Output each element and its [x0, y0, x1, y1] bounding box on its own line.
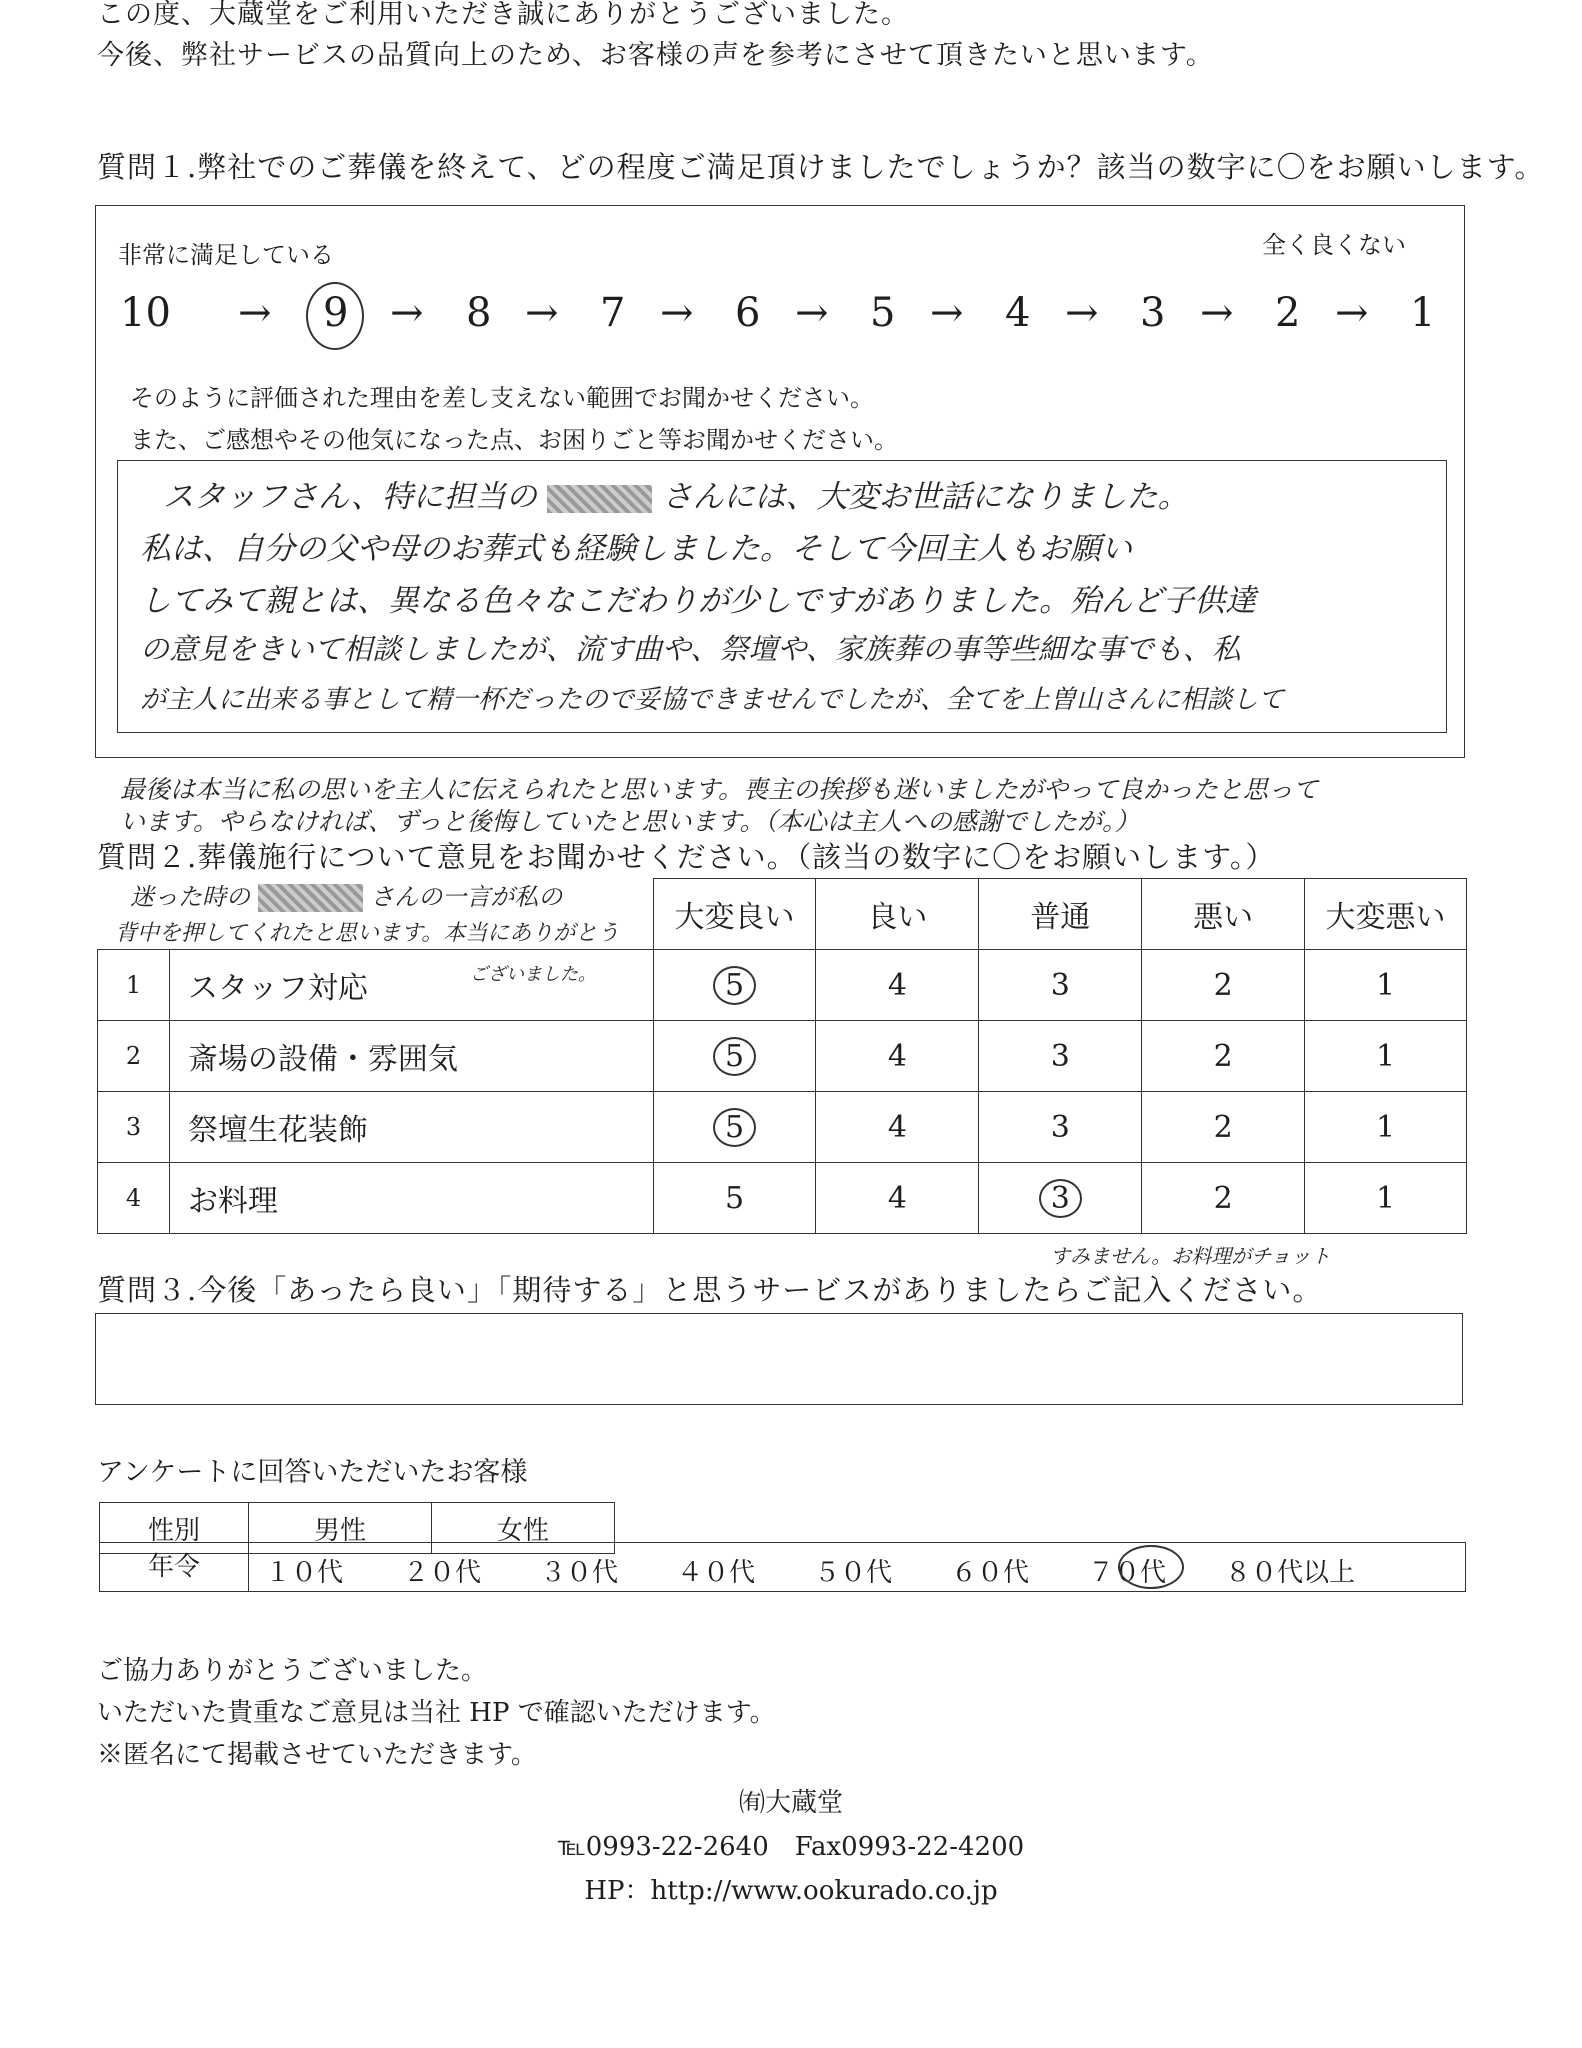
rating-option[interactable]: 1 — [1305, 1021, 1467, 1092]
age-option-selected[interactable]: ７０代 — [1088, 1558, 1167, 1588]
age-option[interactable]: ８０代以上 — [1225, 1558, 1356, 1588]
answer-line: が主人に出来る事として精一杯だったので妥協できませんでしたが、全てを上曽山さんに相談して — [140, 685, 1285, 715]
q2-handwritten-note-line-2: 背中を押してくれたと思います。本当にありがとう — [115, 921, 620, 946]
arrow-icon: → — [1065, 290, 1099, 336]
arrow-icon: → — [660, 290, 694, 336]
company-contact: ℡0993-22-2640 Fax0993-22-4200 — [557, 1832, 1025, 1862]
q1-scale-option[interactable]: 7 — [600, 290, 626, 336]
footer-thanks: ご協力ありがとうございました。 — [97, 1656, 488, 1686]
rating-option[interactable]: 4 — [816, 950, 979, 1021]
row-label: お料理 — [169, 1163, 653, 1234]
table-row — [98, 1092, 1467, 1163]
q1-scale-option[interactable]: 8 — [466, 290, 492, 336]
arrow-icon: → — [1200, 290, 1234, 336]
answer-line: 私は、自分の父や母のお葬式も経験しました。そして今回主人もお願い — [140, 531, 1132, 567]
q1-scale-option[interactable]: 5 — [870, 290, 896, 336]
q1-scale-option[interactable]: 3 — [1140, 290, 1166, 336]
table-row — [98, 1163, 1467, 1234]
q1-scale-option[interactable]: 6 — [735, 290, 761, 336]
header-cell: 大変悪い — [1305, 879, 1467, 950]
table-header-row — [98, 879, 1467, 950]
q1-scale-option[interactable]: 2 — [1275, 290, 1301, 336]
company-name: ㈲大蔵堂 — [738, 1788, 843, 1818]
q1-left-label: 非常に満足している — [118, 241, 334, 269]
q1-scale-option[interactable]: 10 — [120, 290, 171, 336]
q1-question: 質問１.弊社でのご葬儀を終えて、どの程度ご満足頂けましたでしょうか？該当の数字に〇をお願いします。 — [97, 150, 1545, 184]
rating-option-selected[interactable]: 5 — [653, 1021, 816, 1092]
respondent-title: アンケートに回答いただいたお客様 — [97, 1457, 528, 1488]
rating-option[interactable]: 3 — [979, 1092, 1142, 1163]
q1-overflow-line-1: 最後は本当に私の思いを主人に伝えられたと思います。喪主の挨拶も迷いましたがやって良かったと思って — [120, 775, 1319, 804]
gender-option[interactable]: 男性 — [249, 1503, 432, 1554]
table-row — [98, 950, 1467, 1021]
answer-line: スタッフさん、特に担当の さんには、大変お世話になりました。 — [163, 479, 1189, 515]
arrow-icon: → — [525, 290, 559, 336]
header-cell: 悪い — [1142, 879, 1305, 950]
table-row — [98, 1021, 1467, 1092]
rating-option[interactable]: 4 — [816, 1163, 979, 1234]
rating-option[interactable]: 1 — [1305, 1163, 1467, 1234]
row-label: 祭壇生花装飾 — [169, 1092, 653, 1163]
rating-option[interactable]: 5 — [653, 1163, 816, 1234]
footer-hp-note: いただいた貴重なご意見は当社 HP で確認いただけます。 — [97, 1698, 776, 1728]
age-label: 年令 — [100, 1543, 249, 1591]
intro-line-1: この度、大蔵堂をご利用いただき誠にありがとうございました。 — [97, 0, 909, 30]
row-number: 2 — [98, 1021, 170, 1092]
arrow-icon: → — [390, 290, 424, 336]
gender-label: 性別 — [100, 1503, 249, 1554]
rating-option[interactable]: 1 — [1305, 950, 1467, 1021]
q1-answer-box[interactable] — [117, 460, 1447, 733]
q1-scale-option[interactable]: 1 — [1410, 290, 1436, 336]
q2-handwritten-note-line-3: ございました。 — [470, 964, 596, 985]
q2-question: 質問２.葬儀施行について意見をお聞かせください。（該当の数字に〇をお願いします。） — [97, 840, 1276, 874]
selection-circle-icon — [306, 282, 364, 350]
q1-right-label: 全く良くない — [1262, 231, 1406, 259]
footer-anon-note: ※匿名にて掲載させていただきます。 — [97, 1740, 537, 1770]
rating-option[interactable]: 4 — [816, 1021, 979, 1092]
rating-option[interactable]: 2 — [1142, 950, 1305, 1021]
redacted-name — [547, 485, 652, 513]
row-number: 4 — [98, 1163, 170, 1234]
age-row — [99, 1542, 1466, 1592]
arrow-icon: → — [1335, 290, 1369, 336]
age-option[interactable]: １０代 — [265, 1558, 344, 1588]
arrow-icon: → — [795, 290, 829, 336]
answer-line: してみて親とは、異なる色々なこだわりが少しですがありました。殆んど子供達 — [140, 583, 1256, 619]
rating-option[interactable]: 3 — [979, 1021, 1142, 1092]
age-option[interactable]: ５０代 — [814, 1558, 893, 1588]
rating-option-selected[interactable]: 3 — [979, 1163, 1142, 1234]
q2-table — [97, 878, 1467, 1234]
gender-option[interactable]: 女性 — [432, 1503, 615, 1554]
rating-option[interactable]: 2 — [1142, 1163, 1305, 1234]
age-option[interactable]: ６０代 — [951, 1558, 1030, 1588]
answer-line: の意見をきいて相談しましたが、流す曲や、祭壇や、家族葬の事等些細な事でも、私 — [140, 632, 1241, 666]
q1-scale-option[interactable]: 4 — [1005, 290, 1031, 336]
age-option[interactable]: ３０代 — [540, 1558, 619, 1588]
intro-line-2: 今後、弊社サービスの品質向上のため、お客様の声を参考にさせて頂きたいと思います。 — [97, 40, 1214, 71]
arrow-icon: → — [238, 290, 272, 336]
arrow-icon: → — [930, 290, 964, 336]
q1-scale-option-selected[interactable]: 9 — [323, 290, 349, 336]
rating-option[interactable]: 4 — [816, 1092, 979, 1163]
header-cell: 普通 — [979, 879, 1142, 950]
age-option[interactable]: ２０代 — [403, 1558, 482, 1588]
rating-option-selected[interactable]: 5 — [653, 950, 816, 1021]
row-number: 3 — [98, 1092, 170, 1163]
rating-option[interactable]: 2 — [1142, 1021, 1305, 1092]
q1-prompt-2: また、ご感想やその他気になった点、お困りごと等お聞かせください。 — [130, 426, 898, 454]
header-cell: 大変良い — [653, 879, 816, 950]
row-number: 1 — [98, 950, 170, 1021]
age-option[interactable]: ４０代 — [677, 1558, 756, 1588]
q1-prompt-1: そのように評価された理由を差し支えない範囲でお聞かせください。 — [130, 384, 874, 412]
q2-handwritten-note-line-1: 迷った時の さんの一言が私の — [130, 883, 563, 911]
header-cell: 良い — [816, 879, 979, 950]
rating-option[interactable]: 3 — [979, 950, 1142, 1021]
q3-answer-box[interactable] — [95, 1313, 1463, 1405]
row-label: スタッフ対応 — [169, 950, 653, 1021]
rating-option[interactable]: 2 — [1142, 1092, 1305, 1163]
q2-food-note: すみません。お料理がチョット — [1050, 1244, 1331, 1268]
company-website[interactable]: HP：http://www.ookurado.co.jp — [584, 1876, 998, 1906]
row-label: 斎場の設備・雰囲気 — [169, 1021, 653, 1092]
rating-option-selected[interactable]: 5 — [653, 1092, 816, 1163]
q1-overflow-line-2: います。やらなければ、ずっと後悔していたと思います。（本心は主人への感謝でしたが。） — [120, 807, 1140, 836]
rating-option[interactable]: 1 — [1305, 1092, 1467, 1163]
q3-question: 質問３.今後「あったら良い」「期待する」と思うサービスがありましたらご記入ください。 — [97, 1273, 1323, 1307]
selection-circle-icon — [1118, 1545, 1184, 1589]
